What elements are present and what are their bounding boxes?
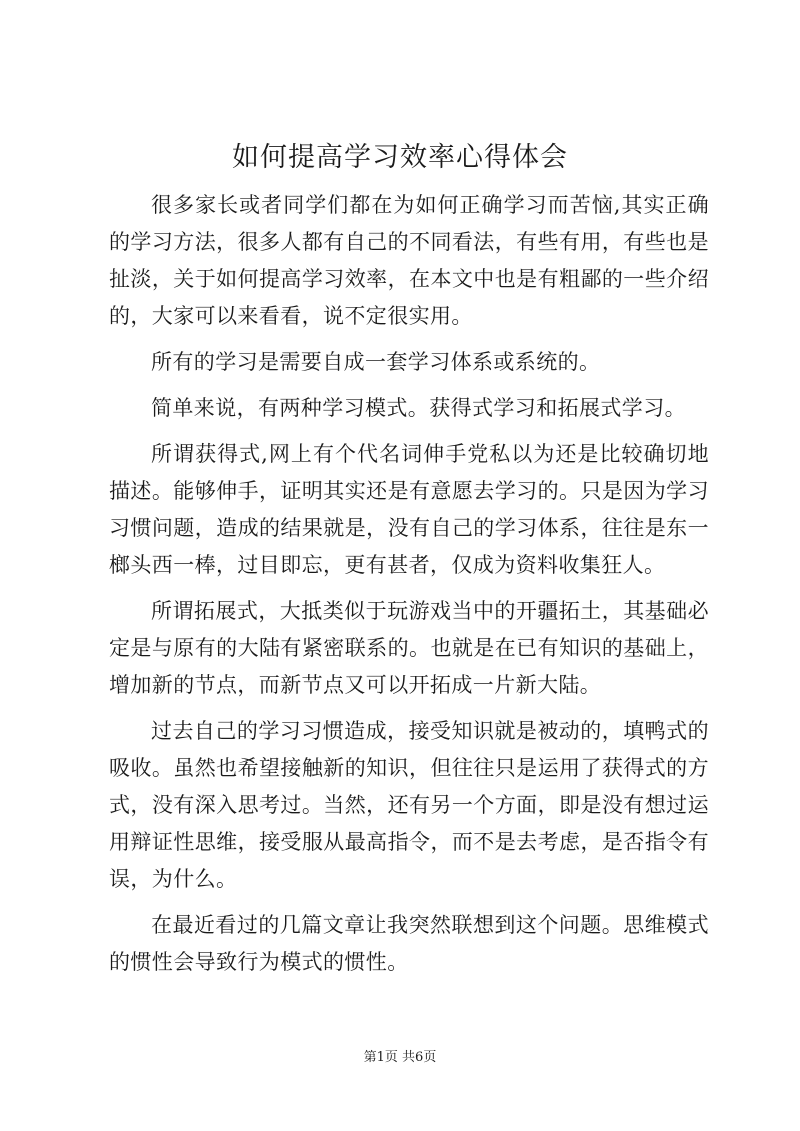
- document-body: [109, 187, 709, 990]
- paragraph-6: 过去自己的学习习惯造成，接受知识就是被动的，填鸭式的吸收。虽然也希望接触新的知识，但往往只是运用了获得式的方式，没有深入思考过。当然，还有另一个方面，即是没有想过运用辩证性思维，接受服从最高指令，而不是去考虑，是否指令有误，为什么。: [109, 719, 709, 891]
- paragraph-7: 在最近看过的几篇文章让我突然联想到这个问题。思维模式的惯性会导致行为模式的惯性。: [109, 913, 709, 974]
- paragraph-5: 所谓拓展式，大抵类似于玩游戏当中的开疆拓土，其基础必定是与原有的大陆有紧密联系的。也就是在已有知识的基础上，增加新的节点，而新节点又可以开拓成一片新大陆。: [109, 599, 709, 697]
- paragraph-1: 很多家长或者同学们都在为如何正确学习而苦恼,其实正确的学习方法，很多人都有自己的不同看法，有些有用，有些也是扯淡，关于如何提高学习效率，在本文中也是有粗鄙的一些介绍的，大家可以来看看，说不定很实用。: [109, 193, 709, 328]
- page-title: 如何提高学习效率心得体会: [232, 142, 568, 173]
- page-footer: 第1页 共6页: [363, 1050, 437, 1065]
- paragraph-2: 所有的学习是需要自成一套学习体系或系统的。: [151, 350, 601, 374]
- paragraph-4: 所谓获得式,网上有个代名词伸手党私以为还是比较确切地描述。能够伸手，证明其实还是有意愿去学习的。只是因为学习习惯问题，造成的结果就是，没有自己的学习体系，往往是东一榔头西一棒，过目即忘，更有甚者，仅成为资料收集狂人。: [109, 442, 709, 577]
- paragraph-3: 简单来说，有两种学习模式。获得式学习和拓展式学习。: [151, 396, 686, 420]
